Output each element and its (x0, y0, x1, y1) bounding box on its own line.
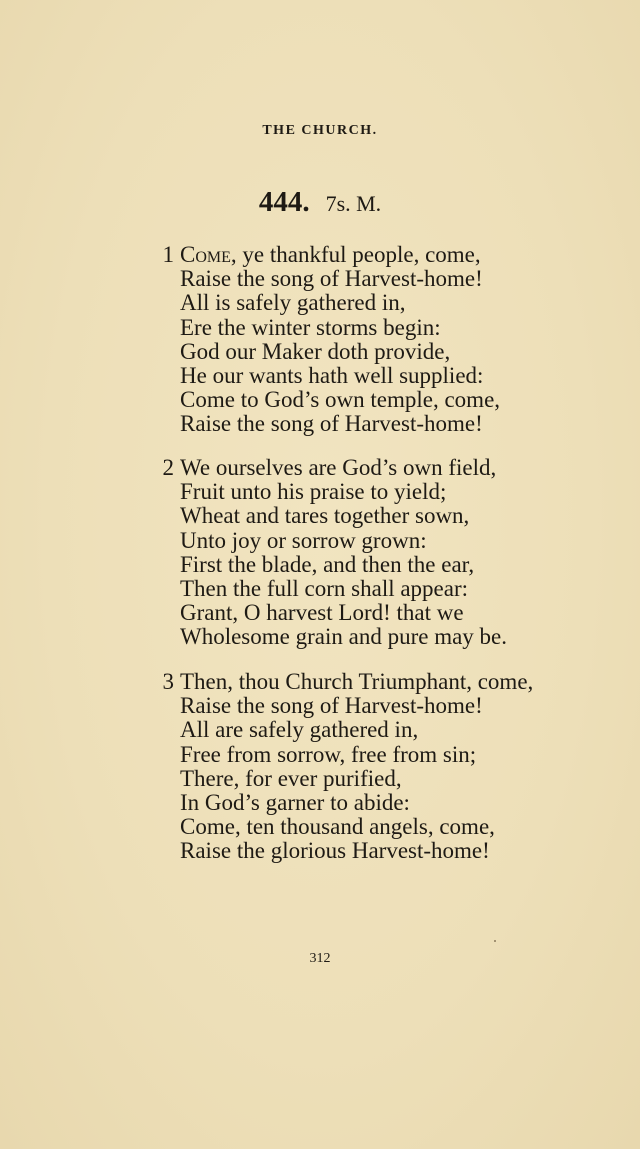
stanza-line: There, for ever purified, (180, 765, 402, 791)
stanza-number: 1 (162, 242, 174, 267)
stanza-line: Ere the winter storms begin: (180, 314, 441, 340)
first-line-rest: , ye thankful people, come, (230, 242, 481, 267)
stanza-line: Grant, O harvest Lord! that we (180, 600, 464, 626)
stanza-number: 2 (162, 455, 174, 480)
stanza-line: He our wants hath well supplied: (180, 363, 484, 389)
first-word-small-caps: Come (180, 242, 231, 267)
stanza-line: Wholesome grain and pure may be. (180, 624, 507, 650)
page-number: 312 (309, 951, 331, 966)
stanza-line: Then, thou Church Triumphant, come, (180, 669, 534, 694)
stanza-lines (180, 670, 533, 864)
hymn-number: 444. (258, 186, 310, 218)
stanza-line (180, 243, 500, 267)
stanza-line: Raise the song of Harvest-home! (180, 266, 483, 292)
stanza-line: Unto joy or sorrow grown: (180, 527, 427, 553)
stanza-line: In God’s garner to abide: (180, 790, 410, 816)
stanza-line: Raise the song of Harvest-home! (180, 411, 483, 437)
stanza-number: 3 (162, 669, 174, 694)
stanza-line: God our Maker doth provide, (180, 338, 451, 364)
stanza-line: Raise the song of Harvest-home! (180, 693, 483, 719)
hymn-meter: 7s. M. (325, 191, 382, 216)
stanza-line: Come, ten thousand angels, come, (180, 814, 495, 840)
stanza-line: All are safely gathered in, (180, 717, 419, 743)
stanza-lines (180, 456, 507, 650)
stanza-line: We ourselves are God’s own field, (180, 455, 497, 480)
stanza-line: First the blade, and then the ear, (180, 551, 475, 577)
stanza-line: Come to God’s own temple, come, (180, 387, 501, 413)
stanza-line: Then the full corn shall appear: (180, 576, 469, 602)
stanza-line: Free from sorrow, free from sin; (180, 741, 477, 767)
running-head: THE CHURCH. (262, 123, 378, 138)
stanza-line: All is safely gathered in, (180, 290, 406, 316)
stanza-lines (180, 243, 500, 437)
stanza-line: Raise the glorious Harvest-home! (180, 838, 490, 864)
paper-speck (494, 940, 496, 942)
hymn-heading (0, 186, 640, 219)
stanza-line: Wheat and tares together sown, (180, 503, 470, 529)
stanza-line: Fruit unto his praise to yield; (180, 479, 447, 505)
